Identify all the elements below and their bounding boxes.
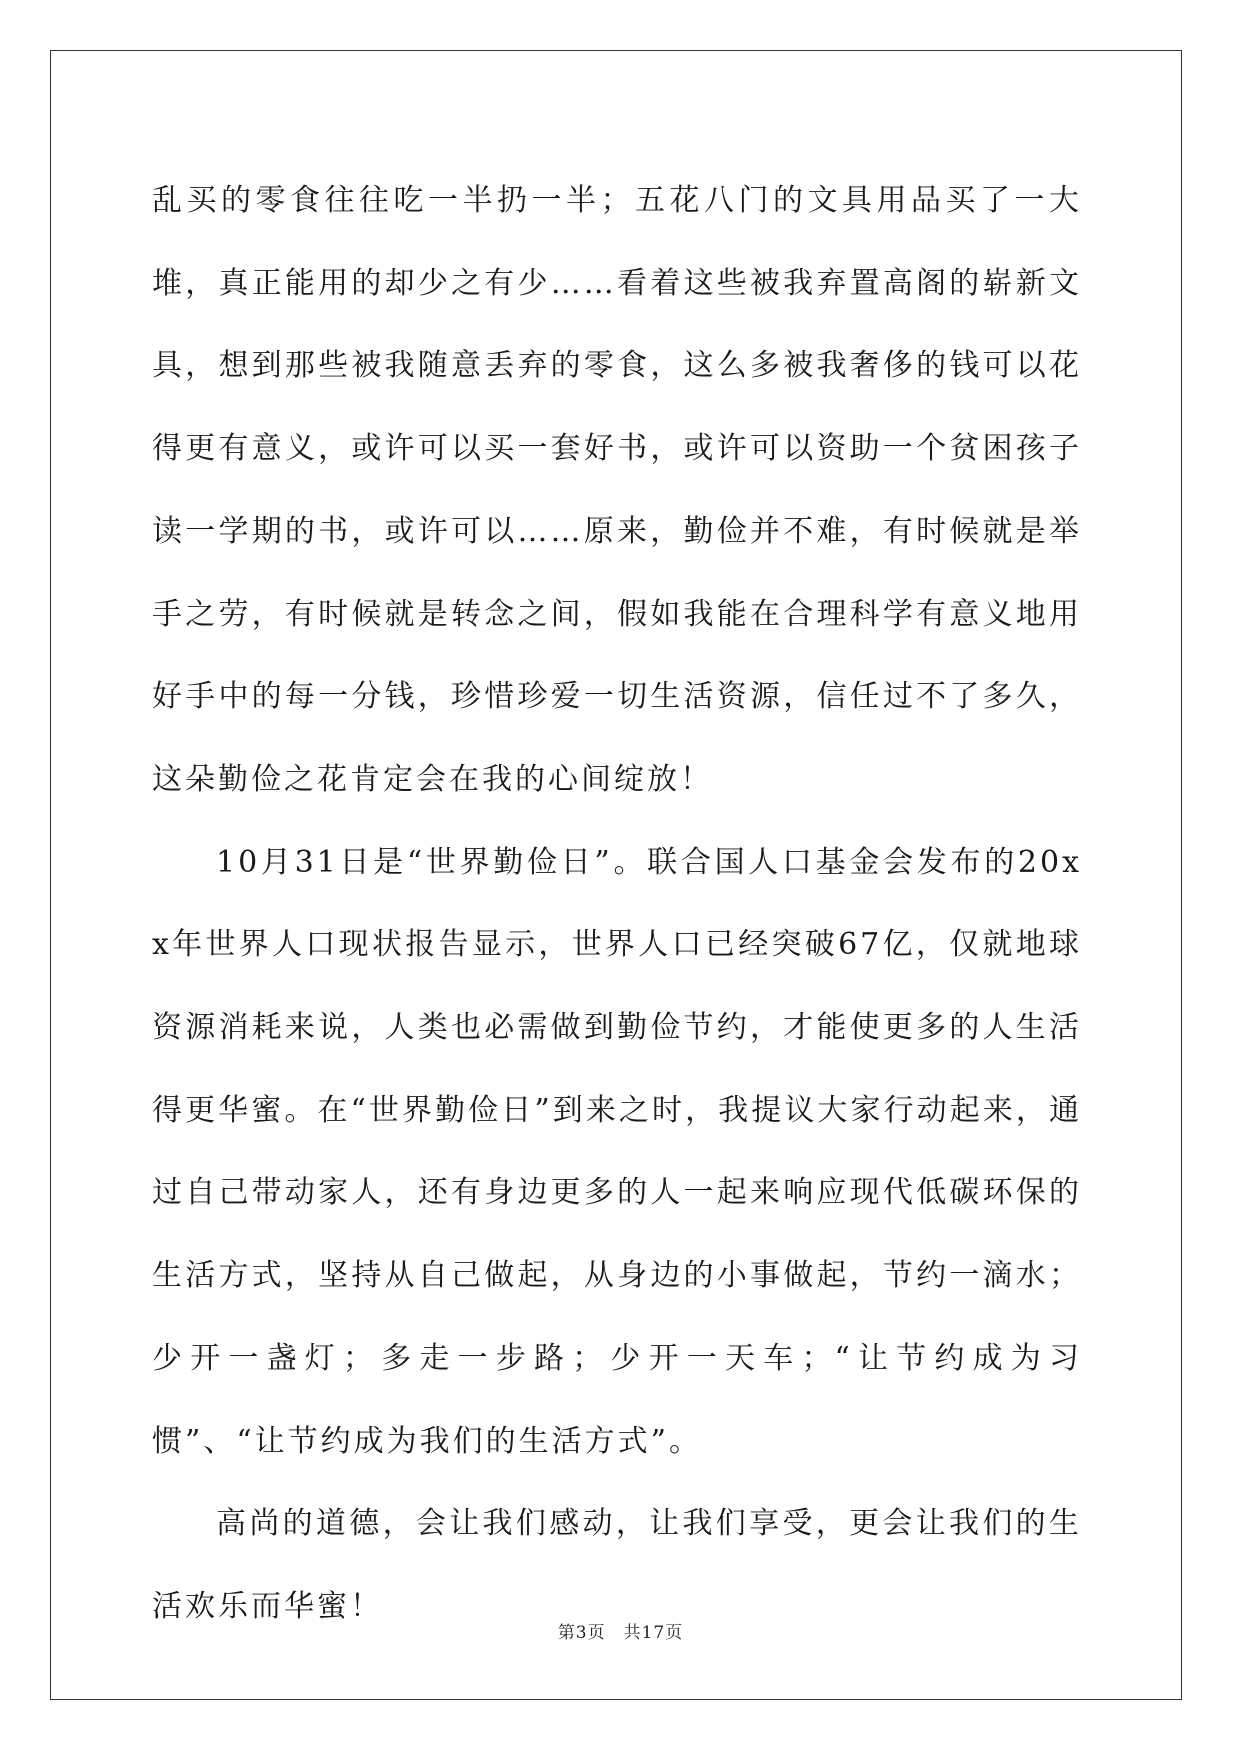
document-body xyxy=(152,160,1082,1649)
paragraph-continued: 乱买的零食往往吃一半扔一半；五花八门的文具用品买了一大堆，真正能用的却少之有少……看着这些被我弃置高阁的崭新文具，想到那些被我随意丢弃的零食，这么多被我奢侈的钱可以花得更有意义，或许可以买一套好书，或许可以资助一个贫困孩子读一学期的书，或许可以……原来，勤俭并不难，有时候就是举手之劳，有时候就是转念之间，假如我能在合理科学有意义地用好手中的每一分钱，珍惜珍爱一切生活资源，信任过不了多久，这朵勤俭之花肯定会在我的心间绽放！ xyxy=(152,183,1082,797)
current-page-label: 第3页 xyxy=(557,1623,606,1643)
paragraph-world-thrift-day: 10月31日是“世界勤俭日”。联合国人口基金会发布的20xx年世界人口现状报告显示，世界人口已经突破67亿，仅就地球资源消耗来说，人类也必需做到勤俭节约，才能使更多的人生活得更华蜜。在“世界勤俭日”到来之时，我提议大家行动起来，通过自己带动家人，还有身边更多的人一起来响应现代低碳环保的生活方式，坚持从自己做起，从身边的小事做起，节约一滴水；少开一盏灯；多走一步路；少开一天车；“让节约成为习惯”、“让节约成为我们的生活方式”。 xyxy=(152,844,1082,1459)
paragraph-closing: 高尚的道德，会让我们感动，让我们享受，更会让我们的生活欢乐而华蜜！ xyxy=(152,1506,1082,1624)
page-footer xyxy=(0,1618,1241,1643)
total-pages-label: 共17页 xyxy=(623,1623,684,1643)
